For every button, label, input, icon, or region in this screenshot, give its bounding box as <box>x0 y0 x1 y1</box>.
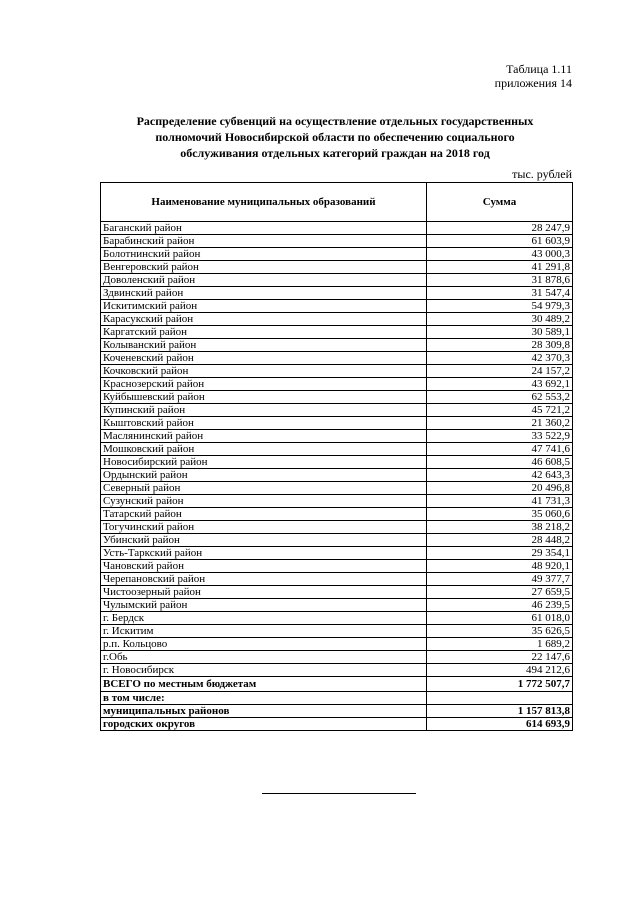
header-name: Наименование муниципальных образований <box>101 183 427 222</box>
municipality-name: Маслянинский район <box>101 430 427 443</box>
subsidy-amount: 28 309,8 <box>427 339 573 352</box>
municipality-name: Карасукский район <box>101 313 427 326</box>
subsidy-amount: 43 000,3 <box>427 248 573 261</box>
subsidy-amount: 28 448,2 <box>427 534 573 547</box>
municipality-name: Сузунский район <box>101 495 427 508</box>
table-row <box>101 339 573 352</box>
municipality-name: Купинский район <box>101 404 427 417</box>
subsidy-amount: 42 643,3 <box>427 469 573 482</box>
municipality-name: Татарский район <box>101 508 427 521</box>
municipality-name: Здвинский район <box>101 287 427 300</box>
header-sum: Сумма <box>427 183 573 222</box>
table-row <box>101 638 573 651</box>
subsidy-amount: 21 360,2 <box>427 417 573 430</box>
table-row <box>101 391 573 404</box>
table-summary <box>101 677 573 731</box>
table-row <box>101 664 573 677</box>
table-row <box>101 456 573 469</box>
municipality-name: Мошковский район <box>101 443 427 456</box>
municipality-name: Искитимский район <box>101 300 427 313</box>
municipality-name: Новосибирский район <box>101 456 427 469</box>
municipality-name: Куйбышевский район <box>101 391 427 404</box>
municipality-name: г. Бердск <box>101 612 427 625</box>
subsidy-amount: 35 626,5 <box>427 625 573 638</box>
municipality-name: Краснозерский район <box>101 378 427 391</box>
municipality-name: р.п. Кольцово <box>101 638 427 651</box>
appendix-number: приложения 14 <box>494 76 572 90</box>
municipality-name: Барабинский район <box>101 235 427 248</box>
subsidy-amount: 20 496,8 <box>427 482 573 495</box>
subsidy-amount: 22 147,6 <box>427 651 573 664</box>
table-row <box>101 378 573 391</box>
table-row <box>101 326 573 339</box>
urban-sum: 614 693,9 <box>427 718 573 731</box>
subsidy-amount: 27 659,5 <box>427 586 573 599</box>
table-row <box>101 430 573 443</box>
subsidy-amount: 29 354,1 <box>427 547 573 560</box>
subsidy-amount: 45 721,2 <box>427 404 573 417</box>
total-sum: 1 772 507,7 <box>427 677 573 692</box>
subsidy-amount: 31 878,6 <box>427 274 573 287</box>
table-row <box>101 417 573 430</box>
table-row <box>101 521 573 534</box>
subsidy-amount: 33 522,9 <box>427 430 573 443</box>
municipality-name: г.Обь <box>101 651 427 664</box>
table-row <box>101 469 573 482</box>
municipality-name: Каргатский район <box>101 326 427 339</box>
table-row <box>101 313 573 326</box>
municipality-name: Черепановский район <box>101 573 427 586</box>
subsidy-amount: 49 377,7 <box>427 573 573 586</box>
municipality-name: Усть-Таркский район <box>101 547 427 560</box>
units-label: тыс. рублей <box>512 167 572 181</box>
subsidy-amount: 46 239,5 <box>427 599 573 612</box>
municipality-name: Венгеровский район <box>101 261 427 274</box>
table-row <box>101 274 573 287</box>
subsidy-amount: 35 060,6 <box>427 508 573 521</box>
municipality-name: Ордынский район <box>101 469 427 482</box>
table-row <box>101 300 573 313</box>
table-row <box>101 222 573 235</box>
municipality-name: Колыванский район <box>101 339 427 352</box>
municipality-name: Баганский район <box>101 222 427 235</box>
municipality-name: Северный район <box>101 482 427 495</box>
table-row <box>101 235 573 248</box>
including-row <box>101 692 573 705</box>
municipality-name: г. Новосибирск <box>101 664 427 677</box>
municipal-sum: 1 157 813,8 <box>427 705 573 718</box>
municipality-name: Кочковский район <box>101 365 427 378</box>
table-row <box>101 612 573 625</box>
table-row <box>101 404 573 417</box>
table-row <box>101 482 573 495</box>
subsidy-amount: 61 603,9 <box>427 235 573 248</box>
municipality-name: Кыштовский район <box>101 417 427 430</box>
total-row <box>101 677 573 692</box>
table-row <box>101 599 573 612</box>
table-reference <box>495 62 572 90</box>
total-label: ВСЕГО по местным бюджетам <box>101 677 427 692</box>
subsidy-amount: 38 218,2 <box>427 521 573 534</box>
subsidy-amount: 28 247,9 <box>427 222 573 235</box>
municipality-name: Тогучинский район <box>101 521 427 534</box>
subsidy-amount: 61 018,0 <box>427 612 573 625</box>
urban-row <box>101 718 573 731</box>
table-row <box>101 352 573 365</box>
table-row <box>101 248 573 261</box>
municipal-label: муниципальных районов <box>101 705 427 718</box>
including-sum <box>427 692 573 705</box>
table-row <box>101 443 573 456</box>
title-line-1: Распределение субвенций на осуществление отдельных государственных <box>136 114 534 128</box>
table-header-row <box>101 183 573 222</box>
subsidy-amount: 41 291,8 <box>427 261 573 274</box>
municipality-name: Чановский район <box>101 560 427 573</box>
table-row <box>101 547 573 560</box>
subsidy-amount: 30 589,1 <box>427 326 573 339</box>
subsidy-amount: 54 979,3 <box>427 300 573 313</box>
municipality-name: Доволенский район <box>101 274 427 287</box>
subsidy-amount: 41 731,3 <box>427 495 573 508</box>
subsidy-amount: 47 741,6 <box>427 443 573 456</box>
table-row <box>101 508 573 521</box>
subsidy-amount: 43 692,1 <box>427 378 573 391</box>
subsidy-amount: 48 920,1 <box>427 560 573 573</box>
subsidy-amount: 24 157,2 <box>427 365 573 378</box>
subsidy-table <box>100 182 573 731</box>
table-row <box>101 534 573 547</box>
municipality-name: Убинский район <box>101 534 427 547</box>
subsidy-amount: 494 212,6 <box>427 664 573 677</box>
footer-divider <box>262 793 416 794</box>
municipality-name: Чистоозерный район <box>101 586 427 599</box>
table-row <box>101 495 573 508</box>
table-row <box>101 651 573 664</box>
table-row <box>101 261 573 274</box>
including-label: в том числе: <box>101 692 427 705</box>
subsidy-amount: 31 547,4 <box>427 287 573 300</box>
table-row <box>101 625 573 638</box>
municipality-name: Коченевский район <box>101 352 427 365</box>
municipality-name: Чулымский район <box>101 599 427 612</box>
subsidy-amount: 30 489,2 <box>427 313 573 326</box>
table-row <box>101 560 573 573</box>
title-line-2: полномочий Новосибирской области по обеспечению социального <box>155 130 515 144</box>
subsidy-amount: 62 553,2 <box>427 391 573 404</box>
table-row <box>101 586 573 599</box>
subsidy-amount: 46 608,5 <box>427 456 573 469</box>
document-title <box>100 113 570 161</box>
subsidy-amount: 42 370,3 <box>427 352 573 365</box>
municipality-name: г. Искитим <box>101 625 427 638</box>
municipality-name: Болотнинский район <box>101 248 427 261</box>
municipal-row <box>101 705 573 718</box>
table-body <box>101 222 573 677</box>
subsidy-amount: 1 689,2 <box>427 638 573 651</box>
table-row <box>101 365 573 378</box>
table-number: Таблица 1.11 <box>506 62 572 76</box>
table-row <box>101 287 573 300</box>
table-row <box>101 573 573 586</box>
title-line-3: обслуживания отдельных категорий граждан на 2018 год <box>180 146 490 160</box>
urban-label: городских округов <box>101 718 427 731</box>
